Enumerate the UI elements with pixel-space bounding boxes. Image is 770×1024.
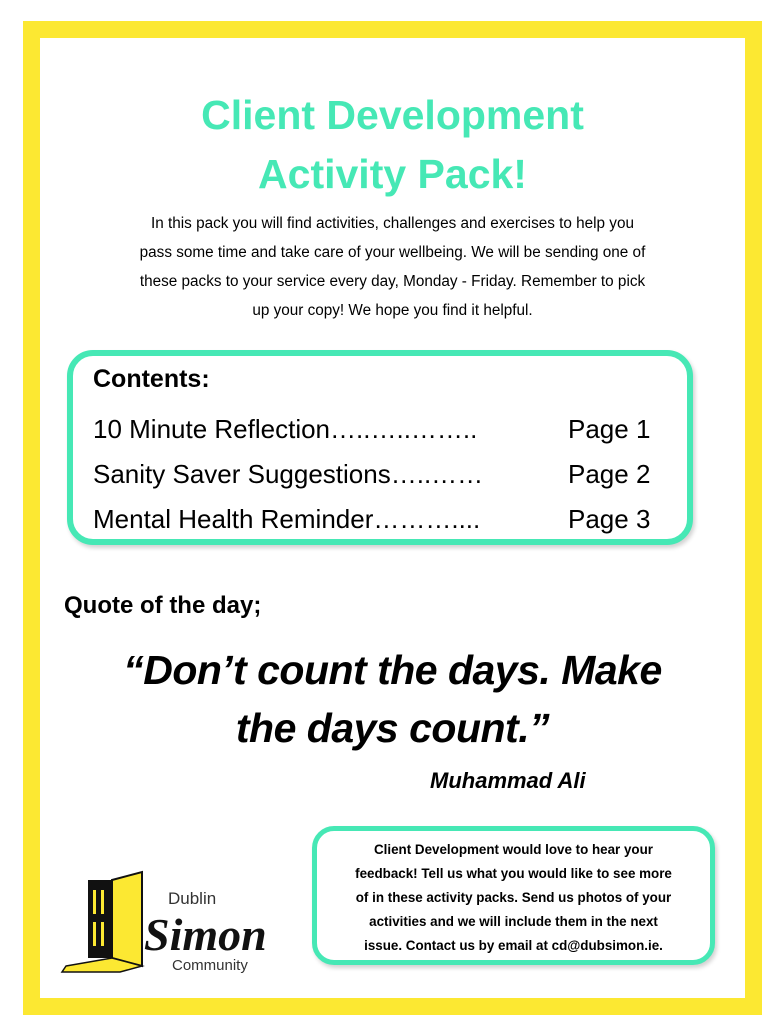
- contents-item-page: Page 2: [568, 459, 651, 489]
- feedback-line-3: of in these activity packs. Send us photos of your: [355, 890, 672, 905]
- contents-item-label: Mental Health Reminder………....: [93, 504, 481, 534]
- page-title: [40, 86, 745, 204]
- contents-heading: Contents:: [93, 365, 210, 393]
- quote-text: [40, 641, 745, 757]
- intro-paragraph: [80, 209, 705, 325]
- intro-line-4: up your copy! We hope you find it helpful.: [252, 302, 533, 319]
- intro-line-3: these packs to your service every day, Monday - Friday. Remember to pick: [139, 273, 646, 290]
- contents-item-sanity-saver: [93, 459, 668, 490]
- logo-dublin-text: Dublin: [168, 889, 217, 908]
- logo-simon-text: Simon: [144, 909, 267, 960]
- contents-box: [67, 350, 693, 545]
- door-icon: [60, 868, 300, 973]
- contents-item-mental-health: [93, 504, 668, 535]
- title-line-2: Activity Pack!: [258, 151, 527, 197]
- feedback-line-5: issue. Contact us by email at cd@dubsimon.ie.: [364, 938, 663, 953]
- quote-line-2: the days count.”: [235, 705, 550, 751]
- dublin-simon-logo: [60, 868, 300, 973]
- feedback-line-2: feedback! Tell us what you would like to see more: [355, 866, 672, 881]
- feedback-box: [312, 826, 715, 965]
- intro-line-2: pass some time and take care of your wellbeing. We will be sending one of: [139, 244, 646, 261]
- feedback-line-4: activities and we will include them in the next: [369, 914, 658, 929]
- contents-item-label: Sanity Saver Suggestions…..……: [93, 459, 484, 489]
- page-frame: [23, 21, 762, 1015]
- quote-author: Muhammad Ali: [430, 768, 586, 793]
- intro-line-1: In this pack you will find activities, challenges and exercises to help you: [151, 215, 634, 232]
- title-line-1: Client Development: [201, 92, 584, 138]
- contents-item-label: 10 Minute Reflection…..…..……..: [93, 414, 478, 444]
- feedback-line-1: Client Development would love to hear your: [373, 842, 653, 857]
- contents-item-reflection: [93, 414, 668, 445]
- quote-line-1: “Don’t count the days. Make: [123, 647, 662, 693]
- contents-item-page: Page 1: [568, 414, 651, 444]
- quote-label: Quote of the day;: [64, 592, 262, 619]
- feedback-text: [325, 838, 702, 958]
- contents-item-page: Page 3: [568, 504, 651, 534]
- logo-community-text: Community: [172, 957, 248, 973]
